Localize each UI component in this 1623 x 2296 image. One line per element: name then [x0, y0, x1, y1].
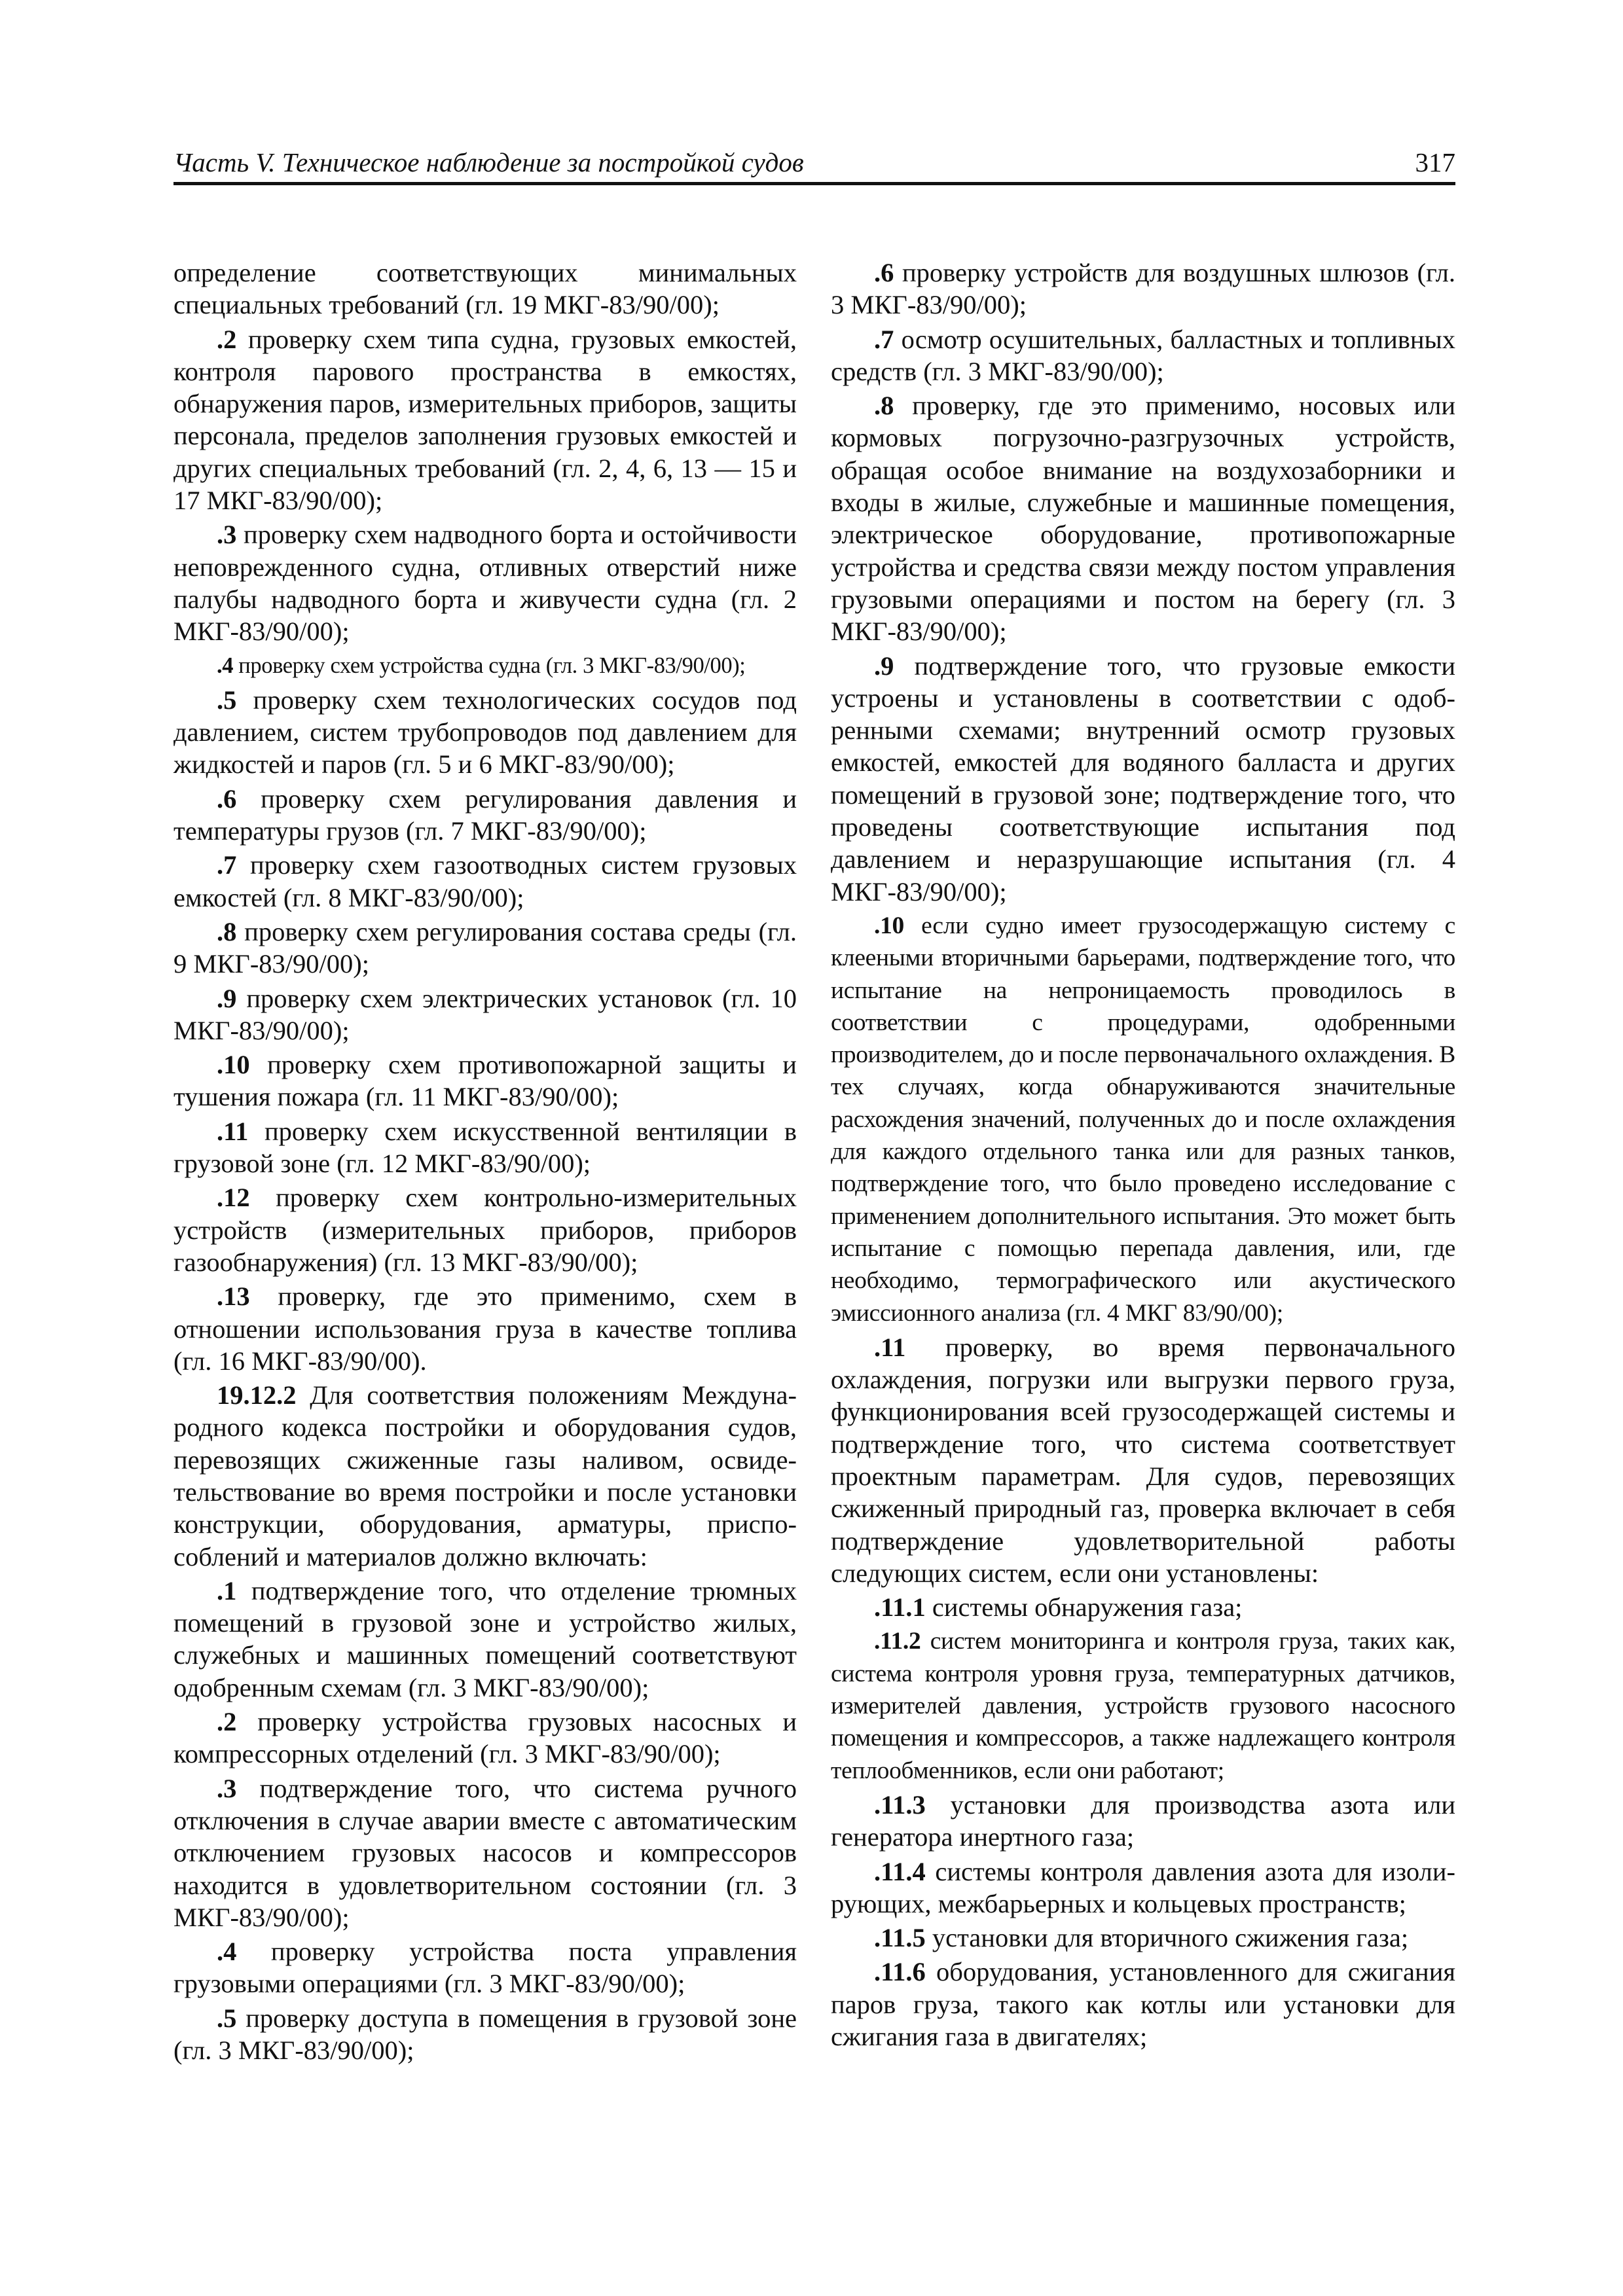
paragraph: .11.3 установки для производства азота или генератора инертного газа;	[831, 1789, 1455, 1852]
paragraph: .11.6 оборудования, установленного для сжигания паров груза, такого как котлы или установки для сжигания газа в двигателях;	[831, 1957, 1455, 2052]
running-title: Часть V. Техническое наблюдение за постройкой судов	[173, 147, 804, 177]
paragraph: .11.2 систем мониторинга и контроля груза, таких как, система контроля уровня груза, температурных датчиков, измерителей давления, устройств грузового насосного помещения и компрессоров, а также надлежащего контроля теплообменников, если они работают;	[831, 1628, 1455, 1784]
paragraph: .10 проверку схем противопожарной защиты и тушения пожара (гл. 11 МКГ-83/90/00);	[173, 1050, 797, 1112]
page-number: 317	[1415, 147, 1455, 177]
paragraph: .10 если судно имеет грузосодержащую систему с клееными вторичными барьерами, подтверждение того, что испытание на непроницаемость проводилось в соответствии с процедурами, одобренными производителем, до и после первоначального охлаждения. В тех случаях, когда обнаруживаются значительные расхождения значений, полученных до и после охлаждения для каждого отдельного танка или для разных танков, подтверждение того, что было проведено исследование с применением дополнительного испытания. Это может быть испытание с помощью перепада давления, или, где необходимо, термографического или акустического эмиссионного анализа (гл. 4 МКГ 83/90/00);	[831, 912, 1455, 1327]
paragraph: .11.5 установки для вторичного сжижения газа;	[874, 1923, 1409, 1953]
paragraph: .9 проверку схем электрических установок (гл. 10 МКГ-83/90/00);	[173, 983, 797, 1045]
paragraph: .7 проверку схем газоотводных систем грузовых емкостей (гл. 8 МКГ-83/90/00);	[173, 850, 797, 912]
right-column	[831, 257, 1455, 2054]
paragraph: .2 проверку схем типа судна, грузовых емкостей, контроля парового пространства в емкостях, обнаружения паров, измерительных приборов, защиты персонала, пределов заполнения грузовых емкостей и других специальных требований (гл. 2, 4, 6, 13 — 15 и 17 МКГ-83/90/00);	[173, 324, 797, 516]
paragraph: .7 осмотр осушительных, балластных и топливных средств (гл. 3 МКГ-83/90/00);	[831, 324, 1455, 386]
paragraph: .3 проверку схем надводного борта и остойчивости неповрежденного судна, отливных отверстий ниже палубы надводного борта и живучести судна (гл. 2 МКГ-83/90/00);	[173, 520, 797, 647]
paragraph: .11 проверку, во время первоначального охлаждения, погрузки или выгрузки первого груза, функционирования всей грузосодержащей системы и подтверждение того, что система соответствует проектным параметрам. Для судов, перевозящих сжиженный природный газ, проверка включает в себя подтверждение удовлетворительной работы следующих систем, если они установлены:	[831, 1332, 1455, 1588]
paragraph: .6 проверку схем регулирования давления и температуры грузов (гл. 7 МКГ-83/90/00);	[173, 783, 797, 846]
paragraph: 19.12.2 Для соответствия положениям Международного кодекса постройки и оборудования судов, перевозящих сжиженные газы наливом, освидетельствование во время постройки и после установки конструкции, оборудования, арматуры, приспособлений и материалов должно включать:	[173, 1380, 797, 1571]
paragraph: .4 проверку схем устройства судна (гл. 3 МКГ-83/90/00);	[217, 653, 746, 678]
running-header	[173, 145, 1455, 185]
paragraph: .5 проверку доступа в помещения в грузовой зоне (гл. 3 МКГ-83/90/00);	[173, 2003, 797, 2066]
paragraph: .13 проверку, где это применимо, схем в отношении использования груза в качестве топлива (гл. 16 МКГ-83/90/00).	[173, 1282, 797, 1376]
paragraph: .12 проверку схем контрольно-измерительных устройств (измерительных приборов, приборов газообнаружения) (гл. 13 МКГ-83/90/00);	[173, 1183, 797, 1277]
paragraph: .6 проверку устройств для воздушных шлюзов (гл. 3 МКГ-83/90/00);	[831, 258, 1455, 320]
paragraph: определение соответствующих минимальных специальных требований (гл. 19 МКГ-83/90/00);	[173, 258, 797, 320]
paragraph: .11.4 системы контроля давления азота для изолирующих, межбарьерных и кольцевых пространств;	[831, 1856, 1455, 1918]
paragraph: .3 подтверждение того, что система ручного отключения в случае аварии вместе с автоматическим отключением грузовых насосов и компрессоров находится в удовлетворительном состоянии (гл. 3 МКГ-83/90/00);	[173, 1773, 797, 1932]
paragraph: .8 проверку, где это применимо, носовых или кормовых погрузочно-разгрузочных устройств, обращая особое внимание на воздухозаборники и входы в жилые, служебные и машинные помещения, электрическое оборудование, противопожарные устройства и средства связи между постом управления грузовыми операциями и постом на берегу (гл. 3 МКГ-83/90/00);	[831, 391, 1455, 647]
paragraph: .8 проверку схем регулирования состава среды (гл. 9 МКГ-83/90/00);	[173, 916, 797, 979]
paragraph: .2 проверку устройства грузовых насосных и компрессорных отделений (гл. 3 МКГ-83/90/00);	[173, 1707, 797, 1769]
paragraph: .1 подтверждение того, что отделение трюмных помещений в грузовой зоне и устройство жилых, служебных и машинных помещений соответствуют одобренным схемам (гл. 3 МКГ-83/90/00);	[173, 1575, 797, 1702]
left-column	[173, 257, 797, 2068]
paragraph: .4 проверку устройства поста управления грузовыми операциями (гл. 3 МКГ-83/90/00);	[173, 1937, 797, 1999]
paragraph: .9 подтверждение того, что грузовые емкости устроены и установлены в соответствии с одобренными схемами; внутренний осмотр грузовых емкостей, емкостей для водяного балласта и других помещений в грузовой зоне; подтверждение того, что проведены соответствующие испытания под давлением и неразрушающие испытания (гл. 4 МКГ-83/90/00);	[831, 651, 1455, 906]
paragraph: .11 проверку схем искусственной вентиляции в грузовой зоне (гл. 12 МКГ-83/90/00);	[173, 1116, 797, 1179]
paragraph: .5 проверку схем технологических сосудов под давлением, систем трубопроводов под давлением для жидкостей и паров (гл. 5 и 6 МКГ-83/90/00);	[173, 685, 797, 780]
paragraph: .11.1 системы обнаружения газа;	[874, 1592, 1243, 1623]
